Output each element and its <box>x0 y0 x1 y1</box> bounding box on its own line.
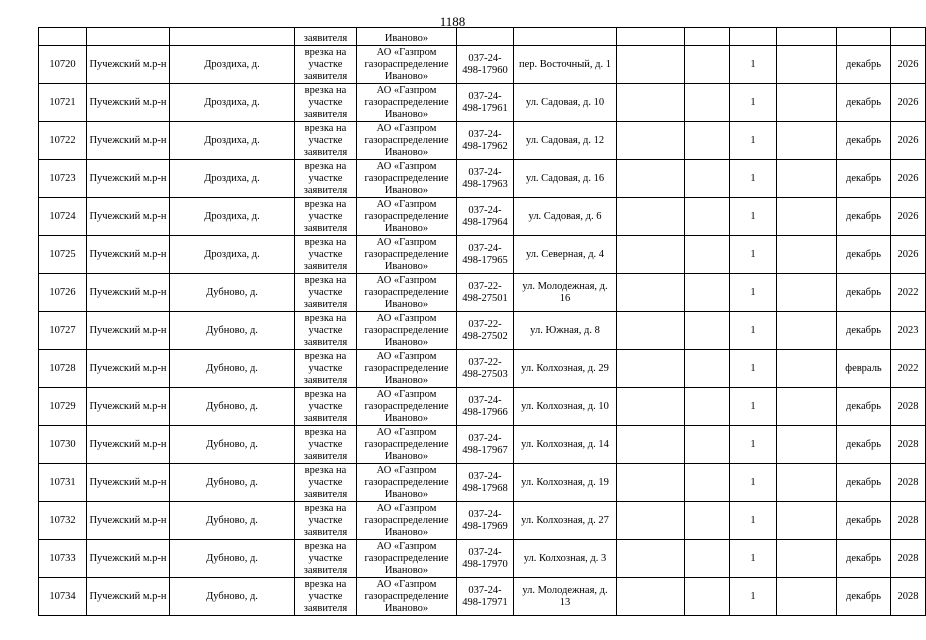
cell-settlement: Дубново, д. <box>170 426 295 464</box>
cell-code: 037-22-498-27501 <box>457 274 514 312</box>
cell-address: пер. Восточный, д. 1 <box>514 46 617 84</box>
cell-district: Пучежский м.р-н <box>87 464 170 502</box>
cell-org: АО «Газпром газораспределение Иваново» <box>357 160 457 198</box>
cell-blank <box>777 160 837 198</box>
cell-org: АО «Газпром газораспределение Иваново» <box>357 388 457 426</box>
cell-blank <box>685 426 730 464</box>
cell-code: 037-22-498-27502 <box>457 312 514 350</box>
cell-frequency: 1 <box>730 388 777 426</box>
cell-connection: врезка на участке заявителя <box>295 426 357 464</box>
cell-blank <box>685 46 730 84</box>
cell-code: 037-24-498-17965 <box>457 236 514 274</box>
table-row <box>39 312 926 350</box>
cell-blank <box>685 502 730 540</box>
cell-id: 10732 <box>39 502 87 540</box>
cell-code: 037-24-498-17963 <box>457 160 514 198</box>
cell-settlement: Дроздиха, д. <box>170 122 295 160</box>
cell-blank <box>777 426 837 464</box>
cell-frequency: 1 <box>730 578 777 616</box>
cell-month: декабрь <box>837 274 891 312</box>
cell-month: февраль <box>837 350 891 388</box>
cell-settlement: Дубново, д. <box>170 540 295 578</box>
table-row <box>39 274 926 312</box>
cell-month: декабрь <box>837 502 891 540</box>
table-row <box>39 426 926 464</box>
cell-frequency: 1 <box>730 350 777 388</box>
cell-year: 2026 <box>891 122 926 160</box>
cell-connection: врезка на участке заявителя <box>295 160 357 198</box>
cell-district: Пучежский м.р-н <box>87 502 170 540</box>
cell-blank <box>617 274 685 312</box>
cell-year: 2028 <box>891 426 926 464</box>
cell-frequency: 1 <box>730 46 777 84</box>
cell-org: АО «Газпром газораспределение Иваново» <box>357 578 457 616</box>
table-row <box>39 46 926 84</box>
cell-settlement: Дроздиха, д. <box>170 198 295 236</box>
cell-address: ул. Садовая, д. 10 <box>514 84 617 122</box>
table-row <box>39 160 926 198</box>
cell-blank <box>685 312 730 350</box>
cell-address: ул. Садовая, д. 16 <box>514 160 617 198</box>
cell-blank <box>685 84 730 122</box>
cell-connection: врезка на участке заявителя <box>295 388 357 426</box>
cell-org: АО «Газпром газораспределение Иваново» <box>357 312 457 350</box>
cell-org: АО «Газпром газораспределение Иваново» <box>357 464 457 502</box>
cell-org: АО «Газпром газораспределение Иваново» <box>357 122 457 160</box>
cell-org: АО «Газпром газораспределение Иваново» <box>357 426 457 464</box>
cell-address: ул. Молодежная, д. 13 <box>514 578 617 616</box>
cell-blank <box>685 464 730 502</box>
cell-year: 2028 <box>891 502 926 540</box>
cell-id: 10727 <box>39 312 87 350</box>
cell-year: 2028 <box>891 388 926 426</box>
cell-id: 10725 <box>39 236 87 274</box>
cell-id: 10734 <box>39 578 87 616</box>
cell-blank <box>685 160 730 198</box>
cell-connection: врезка на участке заявителя <box>295 46 357 84</box>
cell-month <box>837 28 891 46</box>
cell-blank <box>617 540 685 578</box>
cell-blank <box>617 28 685 46</box>
cell-blank <box>617 160 685 198</box>
cell-year: 2026 <box>891 46 926 84</box>
cell-settlement: Дубново, д. <box>170 312 295 350</box>
cell-year: 2026 <box>891 84 926 122</box>
cell-blank <box>617 122 685 160</box>
cell-connection: врезка на участке заявителя <box>295 350 357 388</box>
cell-org: АО «Газпром газораспределение Иваново» <box>357 502 457 540</box>
cell-blank <box>685 388 730 426</box>
cell-district: Пучежский м.р-н <box>87 122 170 160</box>
cell-connection: врезка на участке заявителя <box>295 198 357 236</box>
cell-blank <box>777 122 837 160</box>
cell-settlement <box>170 28 295 46</box>
cell-settlement: Дроздиха, д. <box>170 46 295 84</box>
cell-connection: врезка на участке заявителя <box>295 540 357 578</box>
cell-year: 2028 <box>891 578 926 616</box>
cell-org: АО «Газпром газораспределение Иваново» <box>357 350 457 388</box>
cell-blank <box>777 540 837 578</box>
cell-address: ул. Садовая, д. 12 <box>514 122 617 160</box>
table-row-partial <box>39 28 926 46</box>
cell-blank <box>617 464 685 502</box>
cell-blank <box>777 84 837 122</box>
cell-connection: врезка на участке заявителя <box>295 274 357 312</box>
cell-settlement: Дубново, д. <box>170 578 295 616</box>
cell-district: Пучежский м.р-н <box>87 426 170 464</box>
cell-blank <box>777 236 837 274</box>
cell-id: 10723 <box>39 160 87 198</box>
cell-blank <box>777 578 837 616</box>
cell-settlement: Дубново, д. <box>170 464 295 502</box>
cell-district: Пучежский м.р-н <box>87 350 170 388</box>
table-row <box>39 388 926 426</box>
cell-blank <box>685 122 730 160</box>
cell-address: ул. Колхозная, д. 3 <box>514 540 617 578</box>
cell-month: декабрь <box>837 388 891 426</box>
cell-connection: врезка на участке заявителя <box>295 122 357 160</box>
cell-district: Пучежский м.р-н <box>87 312 170 350</box>
table-row <box>39 464 926 502</box>
cell-district: Пучежский м.р-н <box>87 160 170 198</box>
table-row <box>39 350 926 388</box>
cell-frequency: 1 <box>730 426 777 464</box>
cell-month: декабрь <box>837 540 891 578</box>
cell-org: АО «Газпром газораспределение Иваново» <box>357 84 457 122</box>
cell-frequency <box>730 28 777 46</box>
table-body <box>39 28 926 616</box>
cell-blank <box>617 388 685 426</box>
cell-month: декабрь <box>837 578 891 616</box>
cell-blank <box>617 350 685 388</box>
cell-year <box>891 28 926 46</box>
cell-address: ул. Колхозная, д. 27 <box>514 502 617 540</box>
cell-frequency: 1 <box>730 274 777 312</box>
cell-blank <box>685 350 730 388</box>
cell-address: ул. Северная, д. 4 <box>514 236 617 274</box>
cell-year: 2026 <box>891 236 926 274</box>
cell-frequency: 1 <box>730 464 777 502</box>
cell-code: 037-24-498-17971 <box>457 578 514 616</box>
cell-connection: врезка на участке заявителя <box>295 236 357 274</box>
cell-blank <box>777 502 837 540</box>
cell-code: 037-24-498-17968 <box>457 464 514 502</box>
cell-address: ул. Молодежная, д. 16 <box>514 274 617 312</box>
cell-frequency: 1 <box>730 540 777 578</box>
cell-district: Пучежский м.р-н <box>87 274 170 312</box>
cell-settlement: Дроздиха, д. <box>170 236 295 274</box>
cell-connection: врезка на участке заявителя <box>295 84 357 122</box>
cell-month: декабрь <box>837 236 891 274</box>
cell-blank <box>777 312 837 350</box>
cell-district: Пучежский м.р-н <box>87 578 170 616</box>
cell-id: 10720 <box>39 46 87 84</box>
cell-id: 10731 <box>39 464 87 502</box>
cell-blank <box>617 502 685 540</box>
cell-month: декабрь <box>837 122 891 160</box>
cell-month: декабрь <box>837 160 891 198</box>
cell-org: Иваново» <box>357 28 457 46</box>
cell-district: Пучежский м.р-н <box>87 388 170 426</box>
cell-district <box>87 28 170 46</box>
cell-blank <box>617 426 685 464</box>
cell-code: 037-24-498-17967 <box>457 426 514 464</box>
cell-code: 037-24-498-17960 <box>457 46 514 84</box>
cell-settlement: Дубново, д. <box>170 350 295 388</box>
cell-blank <box>777 388 837 426</box>
cell-blank <box>617 84 685 122</box>
cell-district: Пучежский м.р-н <box>87 236 170 274</box>
registry-table <box>38 27 926 616</box>
cell-address: ул. Колхозная, д. 29 <box>514 350 617 388</box>
cell-frequency: 1 <box>730 236 777 274</box>
cell-settlement: Дубново, д. <box>170 388 295 426</box>
table-row <box>39 540 926 578</box>
cell-frequency: 1 <box>730 84 777 122</box>
cell-frequency: 1 <box>730 160 777 198</box>
cell-address: ул. Садовая, д. 6 <box>514 198 617 236</box>
cell-code <box>457 28 514 46</box>
cell-address: ул. Колхозная, д. 14 <box>514 426 617 464</box>
cell-year: 2023 <box>891 312 926 350</box>
cell-org: АО «Газпром газораспределение Иваново» <box>357 274 457 312</box>
cell-blank <box>617 236 685 274</box>
cell-code: 037-24-498-17962 <box>457 122 514 160</box>
cell-org: АО «Газпром газораспределение Иваново» <box>357 46 457 84</box>
page-number: 1188 <box>439 14 466 29</box>
cell-blank <box>617 312 685 350</box>
cell-id: 10730 <box>39 426 87 464</box>
cell-code: 037-24-498-17966 <box>457 388 514 426</box>
cell-month: декабрь <box>837 198 891 236</box>
cell-address: ул. Колхозная, д. 19 <box>514 464 617 502</box>
cell-blank <box>777 28 837 46</box>
cell-id: 10724 <box>39 198 87 236</box>
cell-month: декабрь <box>837 46 891 84</box>
cell-blank <box>685 28 730 46</box>
cell-district: Пучежский м.р-н <box>87 198 170 236</box>
cell-code: 037-24-498-17969 <box>457 502 514 540</box>
cell-connection: заявителя <box>295 28 357 46</box>
cell-frequency: 1 <box>730 502 777 540</box>
cell-connection: врезка на участке заявителя <box>295 464 357 502</box>
cell-blank <box>777 46 837 84</box>
cell-blank <box>685 236 730 274</box>
table-row <box>39 198 926 236</box>
cell-code: 037-22-498-27503 <box>457 350 514 388</box>
cell-settlement: Дроздиха, д. <box>170 84 295 122</box>
cell-frequency: 1 <box>730 122 777 160</box>
cell-id <box>39 28 87 46</box>
cell-blank <box>777 350 837 388</box>
table-row <box>39 236 926 274</box>
cell-blank <box>617 578 685 616</box>
cell-address: ул. Южная, д. 8 <box>514 312 617 350</box>
cell-org: АО «Газпром газораспределение Иваново» <box>357 198 457 236</box>
cell-month: декабрь <box>837 84 891 122</box>
cell-id: 10729 <box>39 388 87 426</box>
cell-district: Пучежский м.р-н <box>87 84 170 122</box>
cell-org: АО «Газпром газораспределение Иваново» <box>357 236 457 274</box>
cell-address: ул. Колхозная, д. 10 <box>514 388 617 426</box>
cell-year: 2028 <box>891 464 926 502</box>
cell-year: 2028 <box>891 540 926 578</box>
cell-id: 10726 <box>39 274 87 312</box>
cell-frequency: 1 <box>730 198 777 236</box>
cell-blank <box>685 274 730 312</box>
cell-blank <box>777 274 837 312</box>
table-row <box>39 502 926 540</box>
cell-settlement: Дубново, д. <box>170 274 295 312</box>
cell-month: декабрь <box>837 426 891 464</box>
cell-month: декабрь <box>837 312 891 350</box>
cell-district: Пучежский м.р-н <box>87 46 170 84</box>
cell-blank <box>685 578 730 616</box>
cell-blank <box>617 46 685 84</box>
table-row <box>39 578 926 616</box>
cell-id: 10721 <box>39 84 87 122</box>
cell-year: 2022 <box>891 274 926 312</box>
cell-address <box>514 28 617 46</box>
cell-id: 10722 <box>39 122 87 160</box>
table-row <box>39 122 926 160</box>
cell-settlement: Дроздиха, д. <box>170 160 295 198</box>
cell-year: 2026 <box>891 198 926 236</box>
cell-code: 037-24-498-17964 <box>457 198 514 236</box>
cell-year: 2022 <box>891 350 926 388</box>
cell-settlement: Дубново, д. <box>170 502 295 540</box>
cell-year: 2026 <box>891 160 926 198</box>
cell-id: 10728 <box>39 350 87 388</box>
cell-frequency: 1 <box>730 312 777 350</box>
cell-blank <box>617 198 685 236</box>
cell-id: 10733 <box>39 540 87 578</box>
cell-connection: врезка на участке заявителя <box>295 578 357 616</box>
cell-blank <box>777 198 837 236</box>
cell-connection: врезка на участке заявителя <box>295 502 357 540</box>
table-row <box>39 84 926 122</box>
cell-blank <box>777 464 837 502</box>
cell-blank <box>685 198 730 236</box>
cell-district: Пучежский м.р-н <box>87 540 170 578</box>
cell-connection: врезка на участке заявителя <box>295 312 357 350</box>
cell-code: 037-24-498-17961 <box>457 84 514 122</box>
cell-org: АО «Газпром газораспределение Иваново» <box>357 540 457 578</box>
cell-code: 037-24-498-17970 <box>457 540 514 578</box>
cell-blank <box>685 540 730 578</box>
cell-month: декабрь <box>837 464 891 502</box>
